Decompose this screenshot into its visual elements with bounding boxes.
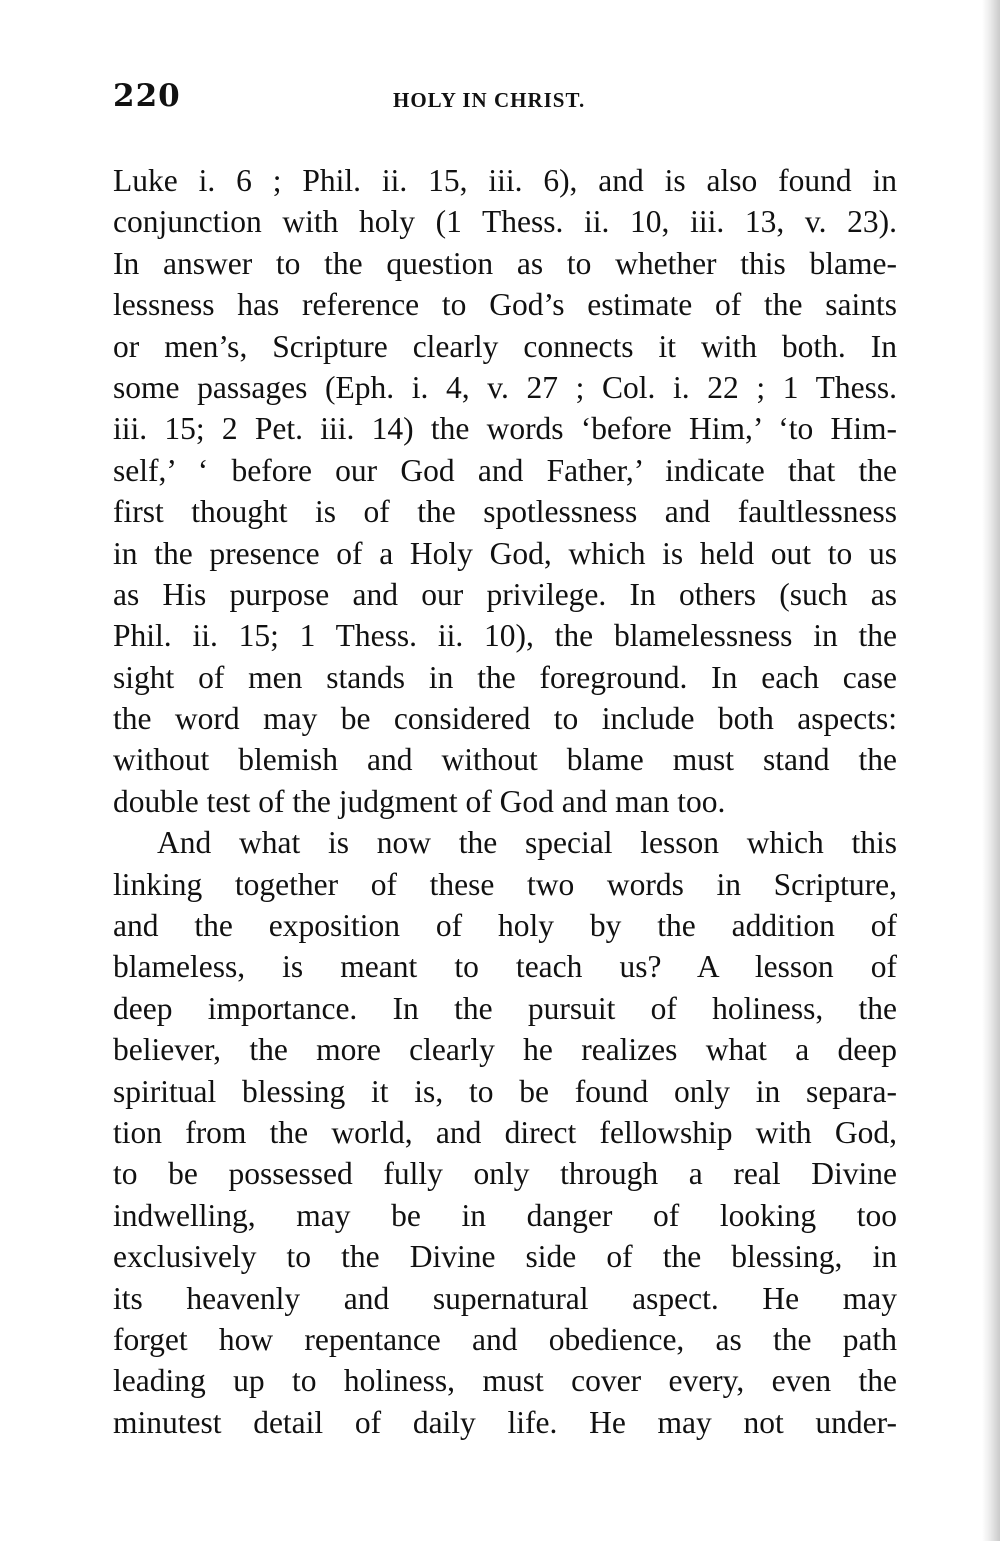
text-line: in the presence of a Holy God, which is held out to us [113,535,897,571]
body-text [113,160,897,1443]
text-line: minutest detail of daily life. He may not under- [113,1404,897,1440]
page-number: 220 [113,78,181,114]
text-line: lessness has reference to God’s estimate of the saints [113,287,897,323]
text-line: some passages (Eph. i. 4, v. 27 ; Col. i. 22 ; 1 Thess. [113,369,897,405]
text-line: sight of men stands in the foreground. In each case [113,659,897,695]
text-line: blameless, is meant to teach us? A lesson of [113,949,897,985]
text-line: first thought is of the spotlessness and faultlessness [113,494,897,530]
text-line: and the exposition of holy by the addition of [113,908,897,944]
text-line: Luke i. 6 ; Phil. ii. 15, iii. 6), and is also found in [113,163,897,198]
text-line: Phil. ii. 15; 1 Thess. ii. 10), the blamelessness in the [113,618,897,654]
text-line: spiritual blessing it is, to be found only in separa- [113,1073,897,1109]
text-line: self,’ ‘ before our God and Father,’ indicate that the [113,452,897,488]
text-line: the word may be considered to include both aspects: [113,701,897,737]
paragraph [113,822,897,1443]
text-line: as His purpose and our privilege. In others (such as [113,576,897,612]
running-title: HOLY IN CHRIST. [393,88,586,112]
text-line: tion from the world, and direct fellowship with God, [113,1114,897,1150]
text-line: forget how repentance and obedience, as the path [113,1321,897,1357]
text-line: its heavenly and supernatural aspect. He may [113,1280,897,1316]
text-line: or men’s, Scripture clearly connects it with both. In [113,328,897,364]
text-line: exclusively to the Divine side of the blessing, in [113,1239,897,1275]
text-line: And what is now the special lesson which this [157,825,897,861]
text-line: leading up to holiness, must cover every, even the [113,1363,897,1399]
text-line: indwelling, may be in danger of looking too [113,1197,897,1233]
text-line: iii. 15; 2 Pet. iii. 14) the words ‘before Him,’ ‘to Him- [113,411,897,447]
page-edge-shadow [982,0,1000,1541]
text-line: conjunction with holy (1 Thess. ii. 10, iii. 13, v. 23). [113,204,897,240]
text-line: to be possessed fully only through a real Divine [113,1156,897,1192]
text-line: deep importance. In the pursuit of holiness, the [113,990,897,1026]
text-line: In answer to the question as to whether this blame- [113,245,897,281]
text-line: without blemish and without blame must stand the [113,742,897,778]
text-line: linking together of these two words in Scripture, [113,866,897,902]
text-line: believer, the more clearly he realizes what a deep [113,1032,897,1068]
page-header [113,78,900,122]
paragraph [113,160,897,822]
text-line: double test of the judgment of God and man too. [113,783,726,819]
